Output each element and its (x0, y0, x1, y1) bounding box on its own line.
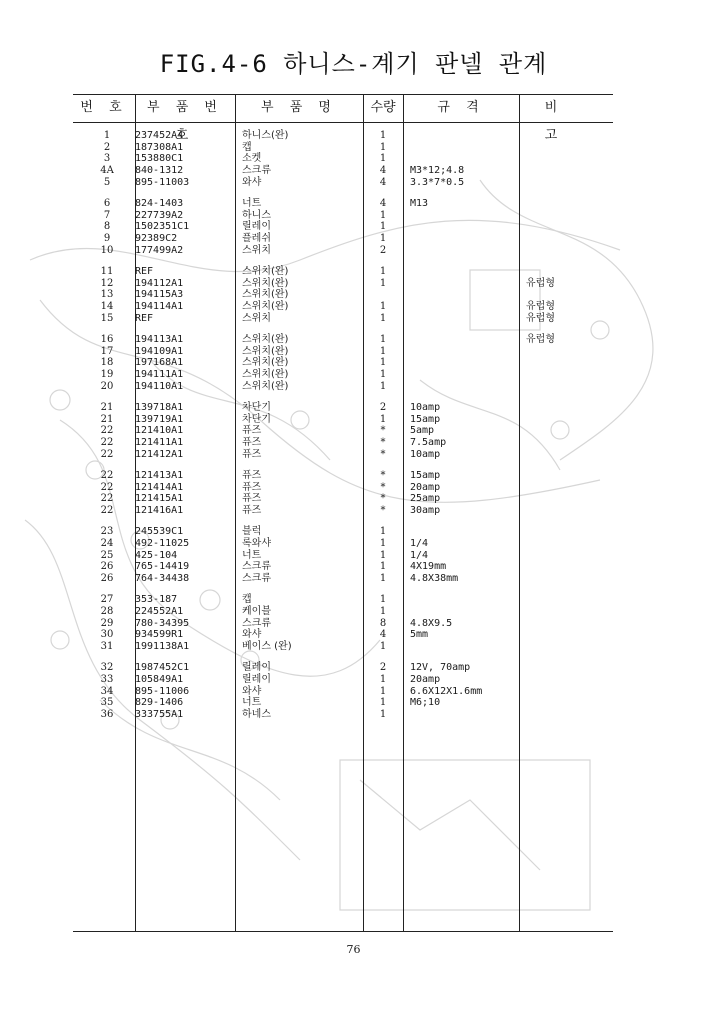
part-no-cell: 17 (100, 345, 114, 357)
table-row (73, 142, 613, 154)
spec-cell: 10amp (410, 402, 441, 413)
part-number-cell: 224552A1 (135, 606, 184, 617)
part-no-cell: 1 (103, 130, 111, 141)
spec-cell: 5mm (410, 629, 429, 641)
part-name-cell: 스위치(완) (242, 289, 289, 301)
part-number-cell: REF (135, 312, 154, 324)
part-no-cell: 34 (100, 685, 114, 697)
part-name-cell: 하니스 (242, 209, 271, 221)
part-name-cell: 스위치(완) (242, 266, 289, 277)
part-number-cell: 829-1406 (135, 697, 184, 709)
spec-cell: 1/4 (410, 538, 429, 549)
part-number-cell: 934599R1 (135, 629, 184, 641)
table-row (73, 493, 613, 505)
part-number-cell: 895-11003 (135, 176, 190, 188)
table-row (73, 674, 613, 686)
part-number-cell: 353-187 (135, 594, 178, 606)
part-no-cell: 2 (103, 141, 111, 153)
part-name-cell: 플레쉬 (242, 233, 271, 245)
qty-cell: 4 (379, 176, 387, 188)
spec-cell: M6;10 (410, 697, 441, 709)
part-number-cell: REF (135, 266, 154, 277)
part-number-cell: 840-1312 (135, 165, 184, 177)
part-name-cell: 블럭 (242, 526, 262, 538)
part-name-cell: 캡 (242, 141, 252, 153)
table-row (73, 425, 613, 437)
qty-cell: 4 (379, 629, 387, 641)
qty-cell: 1 (379, 334, 387, 345)
part-number-cell: 1502351C1 (135, 221, 190, 233)
part-no-cell: 15 (100, 312, 114, 324)
part-number-cell: 121412A1 (135, 448, 184, 460)
part-name-cell: 너트 (242, 697, 262, 709)
part-number-cell: 194113A1 (135, 334, 184, 345)
part-no-cell: 22 (100, 505, 114, 517)
qty-cell: 1 (379, 369, 387, 381)
part-number-cell: 121414A1 (135, 481, 184, 493)
table-row (73, 482, 613, 494)
part-number-cell: 121413A1 (135, 470, 184, 481)
part-number-cell: 425-104 (135, 549, 178, 561)
table-row (73, 662, 613, 674)
table-row (73, 402, 613, 414)
part-no-cell: 12 (100, 277, 114, 289)
table-row (73, 313, 613, 325)
table-row (73, 437, 613, 449)
qty-cell: 1 (379, 697, 387, 709)
part-number-cell: 333755A1 (135, 709, 184, 721)
qty-cell: 1 (379, 380, 387, 392)
part-number-cell: 1987452C1 (135, 662, 190, 674)
part-name-cell: 너트 (242, 549, 262, 561)
part-no-cell: 9 (103, 233, 111, 245)
qty-cell: 8 (379, 617, 387, 629)
spec-cell: 4X19mm (410, 561, 447, 573)
qty-cell: 4 (379, 165, 387, 177)
table-row (73, 526, 613, 538)
spec-cell: 1/4 (410, 549, 429, 561)
part-name-cell: 너트 (242, 198, 262, 209)
table-row (73, 505, 613, 517)
part-name-cell: 퓨즈 (242, 425, 262, 437)
qty-cell: 1 (379, 266, 387, 277)
part-no-cell: 22 (100, 470, 114, 481)
part-no-cell: 23 (100, 526, 114, 538)
part-no-cell: 33 (100, 674, 114, 685)
part-number-cell: 121410A1 (135, 425, 184, 437)
part-name-cell: 하네스 (242, 709, 271, 721)
part-number-cell: 194112A1 (135, 277, 184, 289)
part-no-cell: 36 (100, 709, 114, 721)
part-number-cell: 92389C2 (135, 233, 178, 245)
part-name-cell: 퓨즈 (242, 493, 262, 505)
qty-cell: 1 (379, 413, 387, 425)
table-row (73, 165, 613, 177)
qty-cell: * (380, 470, 386, 481)
table-row (73, 346, 613, 358)
part-name-cell: 스위치 (242, 312, 271, 324)
header-part-number: 부 품 번 호 (147, 100, 223, 143)
qty-cell: 1 (379, 685, 387, 697)
part-number-cell: 194111A1 (135, 369, 184, 381)
part-no-cell: 3 (103, 153, 111, 165)
spec-cell: 7.5amp (410, 437, 447, 449)
part-name-cell: 퓨즈 (242, 470, 262, 481)
qty-cell: * (380, 425, 386, 437)
part-name-cell: 스위치(완) (242, 277, 289, 289)
qty-cell: 1 (379, 141, 387, 153)
part-name-cell: 스크류 (242, 573, 271, 585)
part-name-cell: 소켓 (242, 153, 262, 165)
part-name-cell: 릴레이 (242, 674, 271, 685)
table-row (73, 221, 613, 233)
part-no-cell: 14 (100, 301, 114, 313)
part-name-cell: 퓨즈 (242, 437, 262, 449)
part-no-cell: 28 (100, 606, 114, 617)
part-no-cell: 22 (100, 425, 114, 437)
part-name-cell: 릴레이 (242, 221, 271, 233)
table-row (73, 686, 613, 698)
qty-cell: 1 (379, 209, 387, 221)
part-name-cell: 차단기 (242, 402, 271, 413)
part-number-cell: 187308A1 (135, 141, 184, 153)
part-no-cell: 21 (100, 413, 114, 425)
qty-cell: 1 (379, 345, 387, 357)
part-no-cell: 6 (103, 198, 111, 209)
part-name-cell: 스위치(완) (242, 301, 289, 313)
table-row (73, 414, 613, 426)
qty-cell: * (380, 481, 386, 493)
part-name-cell: 릴레이 (242, 662, 271, 674)
note-cell: 유럽형 (526, 301, 555, 313)
spec-cell: 12V, 70amp (410, 662, 471, 674)
part-name-cell: 차단기 (242, 413, 271, 425)
part-name-cell: 케이블 (242, 606, 271, 617)
part-no-cell: 26 (100, 573, 114, 585)
qty-cell: 1 (379, 538, 387, 549)
header-rule (73, 122, 613, 123)
qty-cell: 1 (379, 312, 387, 324)
part-no-cell: 27 (100, 594, 114, 606)
part-name-cell: 와샤 (242, 629, 262, 641)
part-name-cell: 와샤 (242, 176, 262, 188)
part-number-cell: 105849A1 (135, 674, 184, 685)
part-no-cell: 31 (100, 641, 114, 653)
spec-cell: 20amp (410, 481, 441, 493)
qty-cell: 1 (379, 233, 387, 245)
table-row (73, 278, 613, 290)
part-name-cell: 퓨즈 (242, 505, 262, 517)
note-cell: 유럽형 (526, 334, 555, 345)
qty-cell: 4 (379, 198, 387, 209)
header-note: 비 고 (544, 100, 588, 143)
qty-cell: 1 (379, 573, 387, 585)
table-row (73, 130, 613, 142)
qty-cell: 1 (379, 301, 387, 313)
part-no-cell: 10 (100, 244, 114, 256)
part-number-cell: 1991138A1 (135, 641, 190, 653)
header-part-name: 부 품 명 (261, 100, 337, 115)
table-row (73, 266, 613, 278)
part-no-cell: 19 (100, 369, 114, 381)
qty-cell: 2 (379, 244, 387, 256)
table-row (73, 538, 613, 550)
part-name-cell: 와샤 (242, 685, 262, 697)
part-number-cell: 139719A1 (135, 413, 184, 425)
part-name-cell: 스위치(완) (242, 369, 289, 381)
part-no-cell: 29 (100, 617, 114, 629)
part-no-cell: 25 (100, 549, 114, 561)
qty-cell: 2 (379, 402, 387, 413)
page-number: 76 (346, 943, 361, 956)
qty-cell: 1 (379, 549, 387, 561)
part-name-cell: 캡 (242, 594, 252, 606)
qty-cell: * (380, 505, 386, 517)
table-row (73, 618, 613, 630)
part-number-cell: 197168A1 (135, 357, 184, 369)
qty-cell: 1 (379, 594, 387, 606)
table-row (73, 369, 613, 381)
table-row (73, 606, 613, 618)
spec-cell: 15amp (410, 470, 441, 481)
qty-cell: 1 (379, 709, 387, 721)
qty-cell: 1 (379, 153, 387, 165)
spec-cell: M13 (410, 198, 429, 209)
qty-cell: 1 (379, 130, 387, 141)
part-name-cell: 스크류 (242, 617, 271, 629)
qty-cell: * (380, 493, 386, 505)
qty-cell: 1 (379, 357, 387, 369)
spec-cell: M3*12;4.8 (410, 165, 465, 177)
part-no-cell: 5 (103, 176, 111, 188)
part-no-cell: 21 (100, 402, 114, 413)
qty-cell: 1 (379, 641, 387, 653)
part-no-cell: 8 (103, 221, 111, 233)
part-name-cell: 베이스 (완) (242, 641, 292, 653)
table-row (73, 641, 613, 653)
table-row (73, 334, 613, 346)
qty-cell: 1 (379, 561, 387, 573)
table-row (73, 594, 613, 606)
part-number-cell: 153880C1 (135, 153, 184, 165)
qty-cell: 1 (379, 674, 387, 685)
part-number-cell: 764-34438 (135, 573, 190, 585)
part-no-cell: 24 (100, 538, 114, 549)
spec-cell: 25amp (410, 493, 441, 505)
part-number-cell: 121416A1 (135, 505, 184, 517)
qty-cell: 2 (379, 662, 387, 674)
part-number-cell: 780-34395 (135, 617, 190, 629)
part-number-cell: 194109A1 (135, 345, 184, 357)
part-no-cell: 4A (100, 165, 114, 177)
part-name-cell: 스위치(완) (242, 345, 289, 357)
part-name-cell: 스크류 (242, 165, 271, 177)
part-number-cell: 121411A1 (135, 437, 184, 449)
part-number-cell: 194110A1 (135, 380, 184, 392)
qty-cell: * (380, 437, 386, 449)
part-number-cell: 177499A2 (135, 244, 184, 256)
spec-cell: 20amp (410, 674, 441, 685)
figure-title: FIG.4-6 하니스-계기 판넬 관계 (159, 50, 548, 78)
header-qty: 수량 (370, 100, 396, 115)
spec-cell: 4.8X38mm (410, 573, 459, 585)
part-no-cell: 22 (100, 437, 114, 449)
header-spec: 규 격 (437, 100, 485, 115)
part-name-cell: 퓨즈 (242, 481, 262, 493)
table-row (73, 210, 613, 222)
table-row (73, 709, 613, 721)
spec-cell: 10amp (410, 448, 441, 460)
part-name-cell: 스위치(완) (242, 357, 289, 369)
part-name-cell: 스위치(완) (242, 334, 289, 345)
qty-cell: * (380, 448, 386, 460)
spec-cell: 30amp (410, 505, 441, 517)
qty-cell: 1 (379, 526, 387, 538)
qty-cell: 1 (379, 606, 387, 617)
spec-cell: 15amp (410, 413, 441, 425)
part-name-cell: 스크류 (242, 561, 271, 573)
part-no-cell: 30 (100, 629, 114, 641)
part-no-cell: 7 (103, 209, 111, 221)
table-row (73, 245, 613, 257)
table-row (73, 198, 613, 210)
part-name-cell: 퓨즈 (242, 448, 262, 460)
table-row (73, 550, 613, 562)
note-cell: 유럽형 (526, 277, 555, 289)
qty-cell: 1 (379, 277, 387, 289)
spec-cell: 4.8X9.5 (410, 617, 453, 629)
table-row (73, 470, 613, 482)
part-number-cell: 194114A1 (135, 301, 184, 313)
part-no-cell: 16 (100, 334, 114, 345)
part-name-cell: 하니스(완) (242, 130, 289, 141)
qty-cell: 1 (379, 221, 387, 233)
part-no-cell: 32 (100, 662, 114, 674)
part-number-cell: 194115A3 (135, 289, 184, 301)
part-no-cell: 26 (100, 561, 114, 573)
spec-cell: 5amp (410, 425, 435, 437)
table-row (73, 629, 613, 641)
part-no-cell: 18 (100, 357, 114, 369)
part-no-cell: 20 (100, 380, 114, 392)
table-row (73, 233, 613, 245)
table-bottom-rule (73, 931, 613, 932)
table-row (73, 697, 613, 709)
spec-cell: 3.3*7*0.5 (410, 176, 465, 188)
part-number-cell: 139718A1 (135, 402, 184, 413)
part-number-cell: 121415A1 (135, 493, 184, 505)
header-no: 번 호 (80, 100, 128, 115)
note-cell: 유럽형 (526, 312, 555, 324)
part-name-cell: 록와샤 (242, 538, 271, 549)
table-row (73, 153, 613, 165)
part-number-cell: 895-11006 (135, 685, 190, 697)
table-row (73, 301, 613, 313)
table-row (73, 381, 613, 393)
part-number-cell: 227739A2 (135, 209, 184, 221)
part-number-cell: 245539C1 (135, 526, 184, 538)
part-number-cell: 824-1403 (135, 198, 184, 209)
part-number-cell: 765-14419 (135, 561, 190, 573)
part-number-cell: 492-11025 (135, 538, 190, 549)
table-row (73, 177, 613, 189)
table-row (73, 357, 613, 369)
table-row (73, 449, 613, 461)
parts-table (73, 94, 613, 934)
part-name-cell: 스위치 (242, 244, 271, 256)
table-row (73, 289, 613, 301)
part-no-cell: 11 (100, 266, 114, 277)
part-name-cell: 스위치(완) (242, 380, 289, 392)
part-no-cell: 35 (100, 697, 114, 709)
part-no-cell: 22 (100, 481, 114, 493)
part-no-cell: 22 (100, 448, 114, 460)
table-row (73, 573, 613, 585)
part-number-cell: 237452A4 (135, 130, 184, 141)
spec-cell: 6.6X12X1.6mm (410, 685, 483, 697)
part-no-cell: 22 (100, 493, 114, 505)
table-row (73, 561, 613, 573)
part-no-cell: 13 (100, 289, 114, 301)
